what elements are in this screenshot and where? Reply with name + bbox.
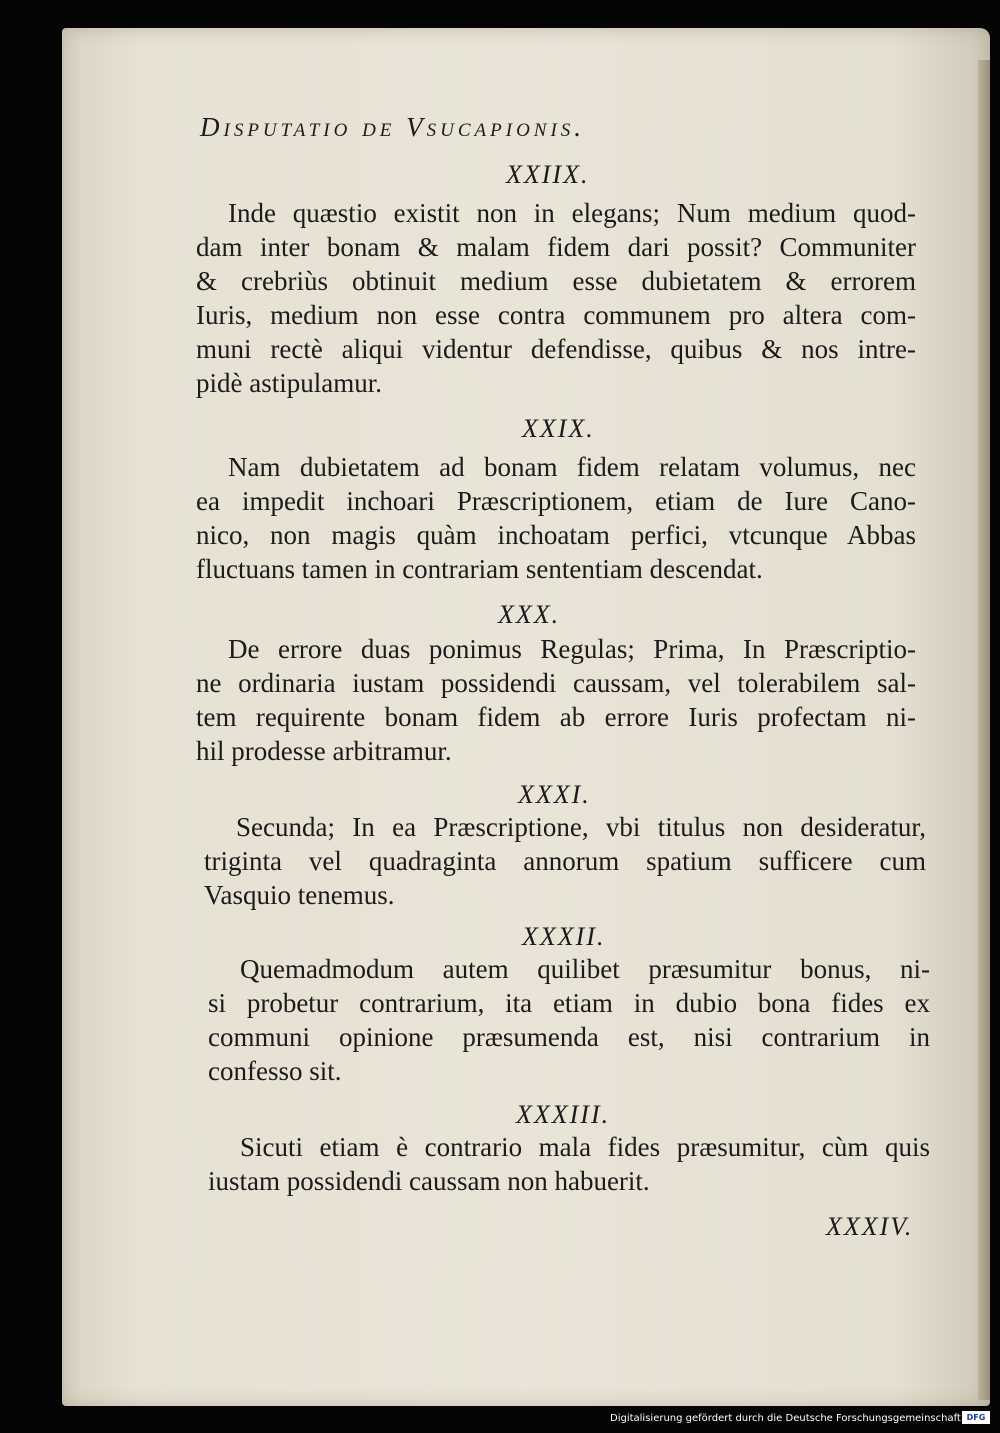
text-line: tem requirente bonam fidem ab errore Iuris profectam ni- [196, 702, 916, 732]
text-line: & crebriùs obtinuit medium esse dubietatem & errorem [196, 266, 916, 296]
text-line: iustam possidendi caussam non habuerit. [208, 1166, 650, 1196]
text-line: dam inter bonam & malam fidem dari possit? Communiter [196, 232, 916, 262]
section-number: XXXII. [522, 922, 606, 951]
running-header: Disputatio de Vsucapionis. [200, 112, 586, 142]
text-line: De errore duas ponimus Regulas; Prima, In Præscriptio- [228, 634, 916, 664]
text-line: pidè astipulamur. [196, 368, 382, 398]
section-number: XXIIX. [506, 160, 590, 189]
text-line: Inde quæstio existit non in elegans; Num medium quod- [228, 198, 916, 228]
section-number: XXXIII. [516, 1100, 611, 1129]
digitization-credit: Digitalisierung gefördert durch die Deutsche Forschungsgemeinschaft [610, 1413, 961, 1424]
text-line: Vasquio tenemus. [204, 880, 395, 910]
section-number: XXX. [498, 600, 561, 629]
page-edge [978, 60, 990, 1400]
catchword: XXXIV. [826, 1212, 914, 1241]
text-line: Nam dubietatem ad bonam fidem relatam volumus, nec [228, 452, 916, 482]
text-line: triginta vel quadraginta annorum spatium sufficere cum [204, 846, 926, 876]
text-line: Quemadmodum autem quilibet præsumitur bonus, ni- [240, 954, 930, 984]
text-line: si probetur contrarium, ita etiam in dubio bona fides ex [208, 988, 930, 1018]
text-line: communi opinione præsumenda est, nisi contrarium in [208, 1022, 930, 1052]
text-line: ne ordinaria iustam possidendi caussam, vel tolerabilem sal- [196, 668, 916, 698]
text-line: Secunda; In ea Præscriptione, vbi titulus non desideratur, [236, 812, 926, 842]
text-line: confesso sit. [208, 1056, 342, 1086]
text-line: fluctuans tamen in contrariam sententiam descendat. [196, 554, 763, 584]
text-line: hil prodesse arbitramur. [196, 736, 452, 766]
section-number: XXXI. [518, 780, 591, 809]
section-number: XXIX. [522, 414, 595, 443]
text-line: muni rectè aliqui videntur defendisse, quibus & nos intre- [196, 334, 916, 364]
dfg-logo: DFG [962, 1411, 990, 1424]
text-line: nico, non magis quàm inchoatam perfici, vtcunque Abbas [196, 520, 916, 550]
text-line: Iuris, medium non esse contra communem pro altera com- [196, 300, 916, 330]
text-line: ea impedit inchoari Præscriptionem, etiam de Iure Cano- [196, 486, 916, 516]
text-line: Sicuti etiam è contrario mala fides præsumitur, cùm quis [240, 1132, 930, 1162]
